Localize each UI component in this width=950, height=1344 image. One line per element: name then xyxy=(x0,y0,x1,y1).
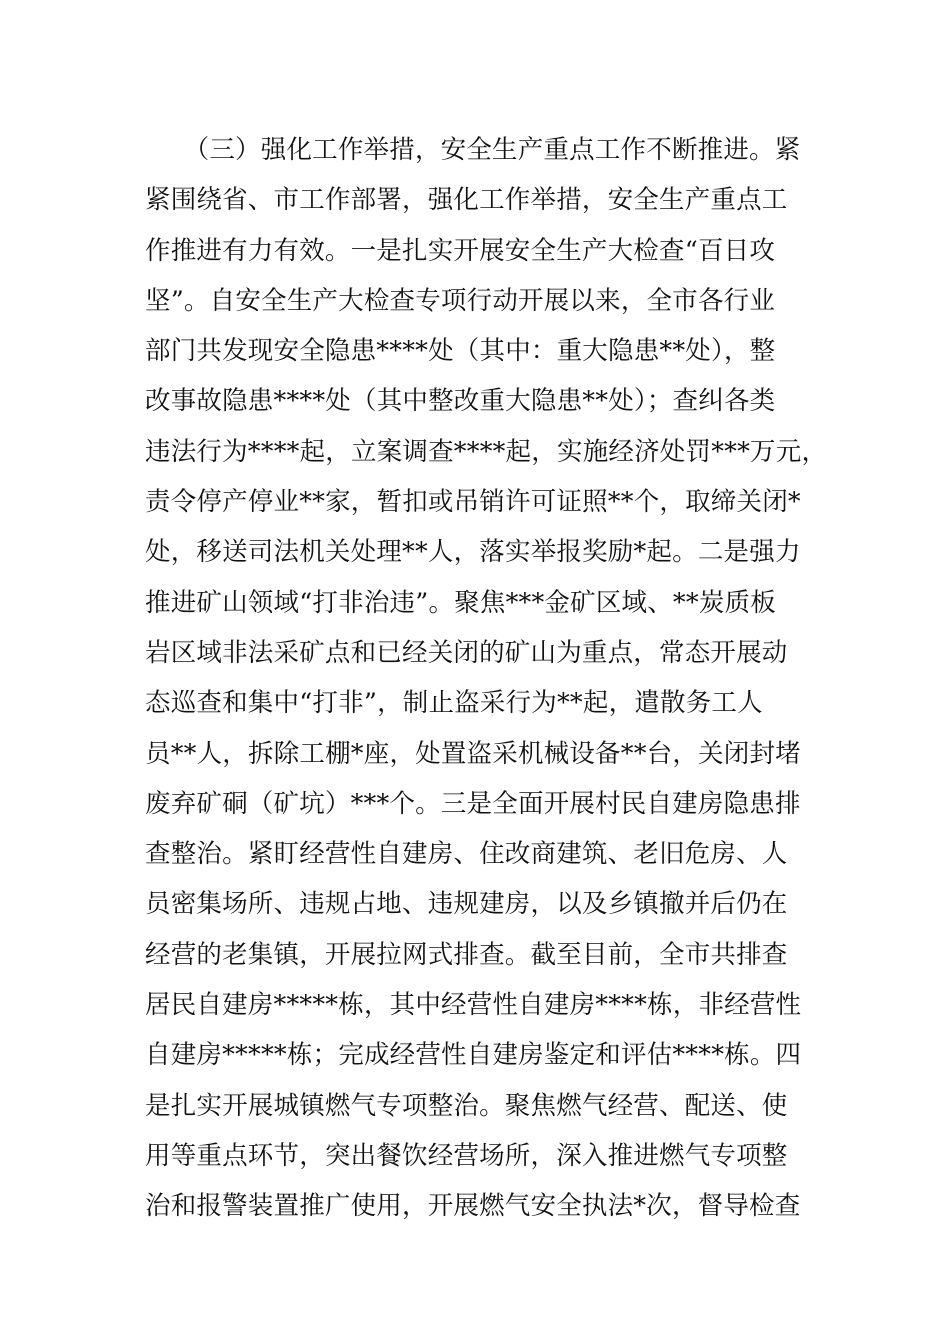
text-line: 废弃矿硐（矿坑）***个。三是全面开展村民自建房隐患排 xyxy=(145,788,801,819)
text-line: 推进矿山领域“打非治违”。聚焦***金矿区域、**炭质板 xyxy=(145,587,776,618)
text-line: 员**人，拆除工棚*座，处置盗采机械设备**台，关闭封堵 xyxy=(145,738,801,769)
text-line: 是扎实开展城镇燃气专项整治。聚焦燃气经营、配送、使 xyxy=(145,1090,788,1121)
text-line: （三）强化工作举措，安全生产重点工作不断推进。紧 xyxy=(145,135,801,165)
text-line: 态巡查和集中“打非”，制止盗采行为**起，遣散务工人 xyxy=(145,688,763,719)
text-line: 紧围绕省、市工作部署，强化工作举措，安全生产重点工 xyxy=(145,185,788,216)
text-line: 改事故隐患****处（其中整改重大隐患**处）；查纠各类 xyxy=(145,386,776,417)
text-line: 治和报警装置推广使用，开展燃气安全执法*次，督导检查 xyxy=(145,1191,801,1222)
text-line: 经营的老集镇，开展拉网式排查。截至目前，全市共排查 xyxy=(145,939,788,970)
text-line: 岩区域非法采矿点和已经关闭的矿山为重点，常态开展动 xyxy=(145,637,788,668)
text-line: 居民自建房*****栋，其中经营性自建房****栋，非经营性 xyxy=(145,990,802,1021)
text-line: 责令停产停业**家，暂扣或吊销许可证照**个，取缔关闭* xyxy=(145,487,801,518)
text-line: 作推进有力有效。一是扎实开展安全生产大检查“百日攻 xyxy=(145,235,776,266)
document-body xyxy=(145,125,828,1232)
text-line: 违法行为****起，立案调查****起，实施经济处罚***万元， xyxy=(145,436,828,467)
text-line: 处，移送司法机关处理**人，落实举报奖励*起。二是强力 xyxy=(145,537,801,568)
text-line: 用等重点环节，突出餐饮经营场所，深入推进燃气专项整 xyxy=(145,1140,788,1171)
text-line: 部门共发现安全隐患****处（其中：重大隐患**处），整 xyxy=(145,336,776,367)
text-line: 员密集场所、违规占地、违规建房，以及乡镇撤并后仍在 xyxy=(145,889,788,920)
text-line: 坚”。自安全生产大检查专项行动开展以来，全市各行业 xyxy=(145,285,776,316)
text-line: 查整治。紧盯经营性自建房、住改商建筑、老旧危房、人 xyxy=(145,839,788,870)
text-line: 自建房*****栋；完成经营性自建房鉴定和评估****栋。四 xyxy=(145,1040,802,1071)
